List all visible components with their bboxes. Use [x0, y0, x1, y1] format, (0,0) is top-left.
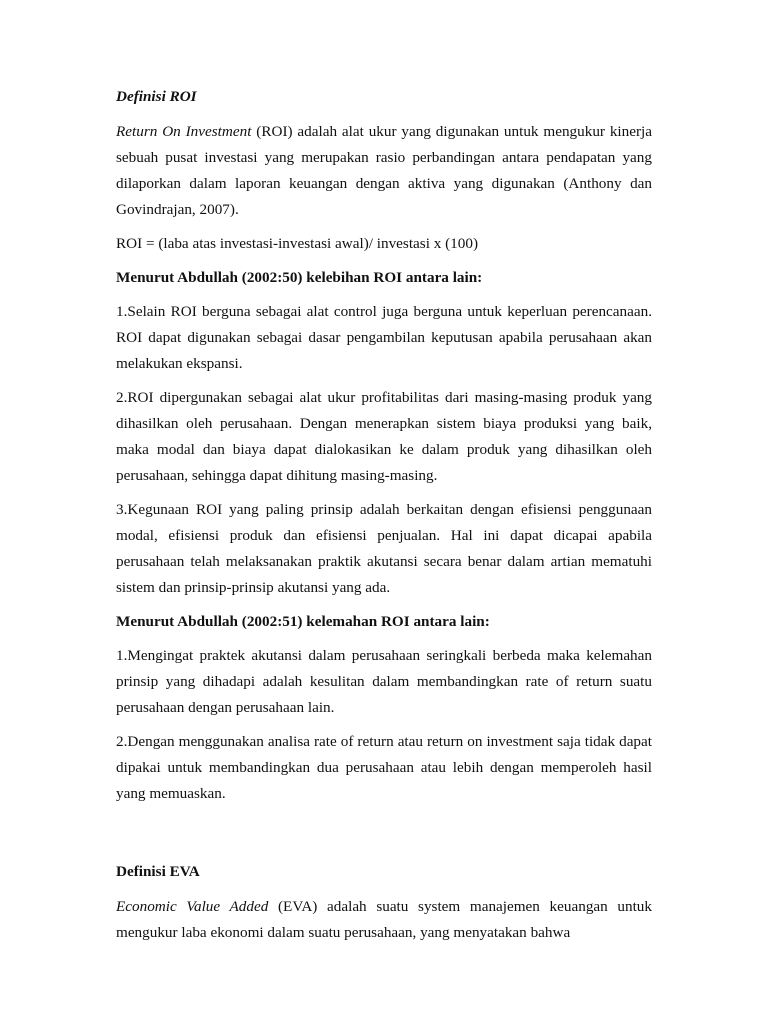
- roi-definition-term: Return On Investment: [116, 123, 252, 140]
- roi-definition-text: (ROI) adalah alat ukur yang digunakan untuk mengukur kinerja sebuah pusat investasi yang merupakan rasio perbandingan antara pendapatan yang dilaporkan dalam laporan keuangan dengan aktiva yang digunakan (Anthony dan Govindrajan, 2007).: [116, 123, 652, 218]
- roi-disadvantage-2: 2.Dengan menggunakan analisa rate of return atau return on investment saja tidak dapat dipakai untuk membandingkan dua perusahaan atau lebih dengan memperoleh hasil yang memuaskan.: [116, 733, 652, 802]
- eva-definition: [116, 894, 652, 946]
- roi-disadvantage-1: 1.Mengingat praktek akutansi dalam perusahaan seringkali berbeda maka kelemahan prinsip yang dihadapi adalah kesulitan dalam membandingkan rate of return suatu perusahaan dengan perusahaan lain.: [116, 647, 652, 716]
- roi-advantage-2: 2.ROI dipergunakan sebagai alat ukur profitabilitas dari masing-masing produk yang dihasilkan oleh perusahaan. Dengan menerapkan sistem biaya produksi yang baik, maka modal dan biaya dapat dialokasikan ke dalam produk yang dihasilkan oleh perusahaan, sehingga dapat dihitung masing-masing.: [116, 389, 652, 484]
- roi-advantage-3: 3.Kegunaan ROI yang paling prinsip adalah berkaitan dengan efisiensi penggunaan modal, efisiensi produk dan efisiensi penjualan. Hal ini dapat dicapai apabila perusahaan telah melaksanakan praktik akutansi secara benar dalam artian mematuhi sistem dan prinsip-prinsip akutansi yang ada.: [116, 501, 652, 596]
- eva-definition-text: (EVA) adalah suatu system manajemen keuangan untuk mengukur laba ekonomi dalam suatu perusahaan, yang menyatakan bahwa: [116, 898, 652, 941]
- eva-title: Definisi EVA: [116, 863, 200, 880]
- roi-title: Definisi ROI: [116, 88, 197, 105]
- roi-formula: ROI = (laba atas investasi-investasi awal)/ investasi x (100): [116, 235, 479, 252]
- eva-definition-term: Economic Value Added: [116, 898, 269, 915]
- roi-disadvantages-heading: Menurut Abdullah (2002:51) kelemahan ROI antara lain:: [116, 613, 490, 630]
- roi-advantages-heading: Menurut Abdullah (2002:50) kelebihan ROI antara lain:: [116, 269, 483, 286]
- roi-advantage-1: 1.Selain ROI berguna sebagai alat control juga berguna untuk keperluan perencanaan. ROI dapat digunakan sebagai dasar pengambilan keputusan apabila perusahaan akan melakukan ekspansi.: [116, 303, 652, 372]
- roi-definition: [116, 119, 652, 223]
